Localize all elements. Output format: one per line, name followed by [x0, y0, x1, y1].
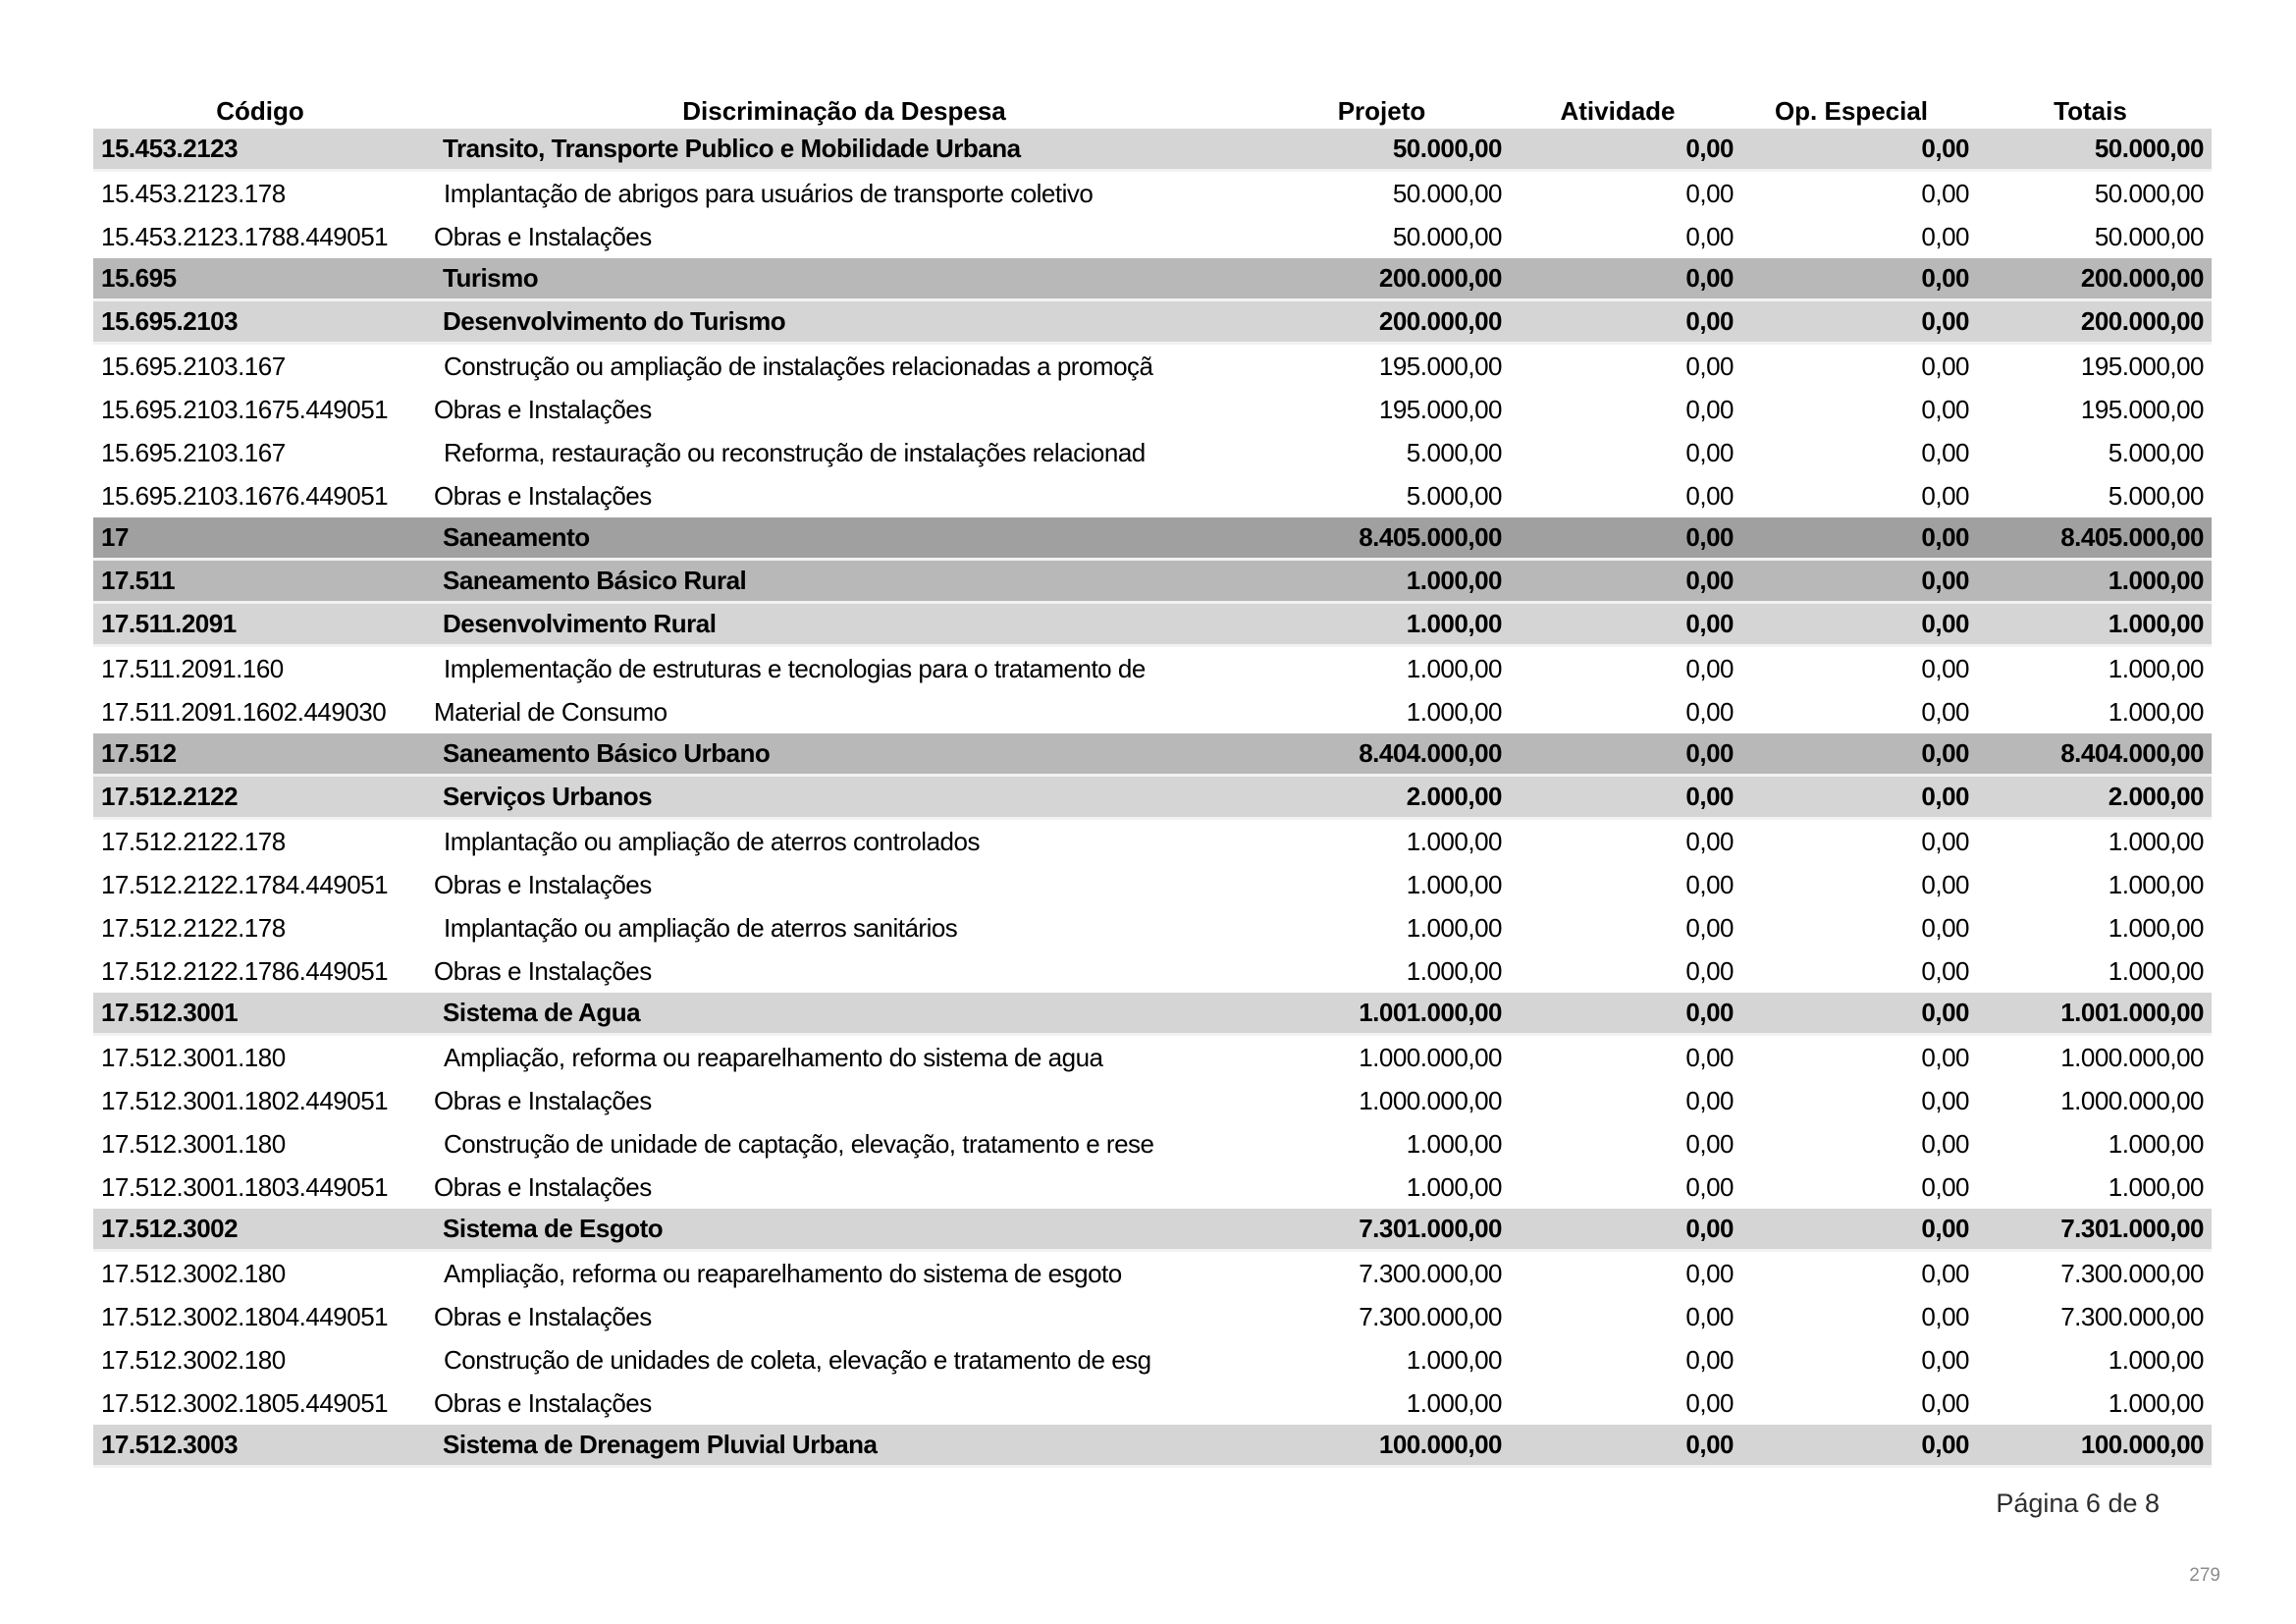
code-cell: 17.511.2091.160 [101, 653, 284, 683]
description-cell: Material de Consumo [434, 696, 667, 727]
description-cell: Ampliação, reforma ou reaparelhamento do sistema de esgoto [444, 1258, 1122, 1288]
table-row [93, 474, 2212, 517]
table-row [93, 1079, 2212, 1122]
op-especial-cell: 0,00 [1921, 1214, 1969, 1243]
atividade-cell: 0,00 [1685, 1085, 1734, 1115]
totais-cell: 1.000,00 [2108, 653, 2204, 683]
table-row [93, 172, 2212, 215]
table-row [93, 1165, 2212, 1209]
atividade-cell: 0,00 [1685, 394, 1734, 424]
description-cell: Reforma, restauração ou reconstrução de instalações relacionad [444, 437, 1146, 467]
totais-cell: 195.000,00 [2080, 394, 2204, 424]
description-cell: Desenvolvimento do Turismo [443, 306, 786, 336]
atividade-cell: 0,00 [1685, 782, 1734, 811]
totais-cell: 5.000,00 [2108, 480, 2204, 511]
totais-cell: 1.000,00 [2108, 566, 2204, 595]
atividade-cell: 0,00 [1685, 1387, 1734, 1418]
table-row [93, 1252, 2212, 1295]
totais-cell: 195.000,00 [2080, 351, 2204, 381]
op-especial-cell: 0,00 [1921, 1258, 1969, 1288]
atividade-cell: 0,00 [1685, 221, 1734, 251]
projeto-cell: 1.000,00 [1406, 566, 1502, 595]
code-cell: 17.511 [101, 566, 176, 595]
code-cell: 17.512.3001.180 [101, 1042, 286, 1072]
totais-cell: 1.000,00 [2108, 1387, 2204, 1418]
atividade-cell: 0,00 [1685, 826, 1734, 856]
projeto-cell: 1.000,00 [1406, 653, 1502, 683]
atividade-cell: 0,00 [1685, 1042, 1734, 1072]
atividade-cell: 0,00 [1685, 955, 1734, 986]
description-cell: Implantação ou ampliação de aterros controlados [444, 826, 980, 856]
projeto-cell: 200.000,00 [1378, 306, 1502, 336]
description-cell: Obras e Instalações [434, 1387, 652, 1418]
totais-cell: 200.000,00 [2080, 306, 2204, 336]
atividade-cell: 0,00 [1685, 351, 1734, 381]
op-especial-cell: 0,00 [1921, 738, 1969, 768]
totais-cell: 7.300.000,00 [2060, 1258, 2204, 1288]
table-row [93, 1209, 2212, 1252]
atividade-cell: 0,00 [1685, 178, 1734, 208]
description-cell: Obras e Instalações [434, 1085, 652, 1115]
op-especial-cell: 0,00 [1921, 1387, 1969, 1418]
atividade-cell: 0,00 [1685, 1214, 1734, 1243]
code-cell: 15.695.2103 [101, 306, 239, 336]
table-row [93, 129, 2212, 172]
code-cell: 17.512.3001.1802.449051 [101, 1085, 389, 1115]
totais-cell: 1.000,00 [2108, 869, 2204, 899]
totais-cell: 1.000,00 [2108, 1171, 2204, 1202]
totais-cell: 8.404.000,00 [2060, 738, 2204, 768]
description-cell: Ampliação, reforma ou reaparelhamento do sistema de agua [444, 1042, 1103, 1072]
projeto-cell: 1.000,00 [1406, 1344, 1502, 1375]
atividade-cell: 0,00 [1685, 134, 1734, 163]
projeto-cell: 1.000,00 [1406, 1128, 1502, 1159]
atividade-cell: 0,00 [1685, 522, 1734, 552]
totais-cell: 1.000,00 [2108, 696, 2204, 727]
atividade-cell: 0,00 [1685, 998, 1734, 1027]
table-row [93, 647, 2212, 690]
totais-cell: 1.000,00 [2108, 826, 2204, 856]
description-cell: Implantação de abrigos para usuários de transporte coletivo [444, 178, 1094, 208]
table-row [93, 301, 2212, 345]
table-header-row [93, 93, 2212, 129]
description-cell: Turismo [443, 263, 539, 293]
totais-cell: 1.000,00 [2108, 609, 2204, 638]
code-cell: 17.512.3002 [101, 1214, 239, 1243]
projeto-cell: 5.000,00 [1406, 480, 1502, 511]
projeto-cell: 200.000,00 [1378, 263, 1502, 293]
atividade-cell: 0,00 [1685, 1430, 1734, 1459]
totais-cell: 50.000,00 [2094, 134, 2204, 163]
description-cell: Construção de unidade de captação, elevação, tratamento e rese [444, 1128, 1154, 1159]
atividade-cell: 0,00 [1685, 1171, 1734, 1202]
code-cell: 15.453.2123.178 [101, 178, 286, 208]
description-cell: Obras e Instalações [434, 221, 652, 251]
op-especial-cell: 0,00 [1921, 1042, 1969, 1072]
description-cell: Construção de unidades de coleta, elevação e tratamento de esg [444, 1344, 1151, 1375]
atividade-cell: 0,00 [1685, 1344, 1734, 1375]
code-cell: 17.512.3001.1803.449051 [101, 1171, 389, 1202]
op-especial-cell: 0,00 [1921, 1430, 1969, 1459]
projeto-cell: 7.300.000,00 [1359, 1258, 1502, 1288]
code-cell: 17.512.2122 [101, 782, 239, 811]
description-cell: Transito, Transporte Publico e Mobilidade Urbana [443, 134, 1021, 163]
projeto-cell: 100.000,00 [1378, 1430, 1502, 1459]
code-cell: 17.512.3001.180 [101, 1128, 286, 1159]
table-row [93, 993, 2212, 1036]
op-especial-cell: 0,00 [1921, 566, 1969, 595]
atividade-cell: 0,00 [1685, 263, 1734, 293]
projeto-cell: 7.301.000,00 [1359, 1214, 1502, 1243]
op-especial-cell: 0,00 [1921, 869, 1969, 899]
code-cell: 15.453.2123.1788.449051 [101, 221, 389, 251]
totais-cell: 8.405.000,00 [2060, 522, 2204, 552]
totais-cell: 1.000.000,00 [2060, 1085, 2204, 1115]
projeto-cell: 1.000,00 [1406, 955, 1502, 986]
code-cell: 15.453.2123 [101, 134, 239, 163]
op-especial-cell: 0,00 [1921, 1171, 1969, 1202]
atividade-cell: 0,00 [1685, 653, 1734, 683]
atividade-cell: 0,00 [1685, 437, 1734, 467]
projeto-cell: 1.000,00 [1406, 609, 1502, 638]
code-cell: 17.512.2122.1786.449051 [101, 955, 389, 986]
table-row [93, 777, 2212, 820]
description-cell: Sistema de Esgoto [443, 1214, 664, 1243]
code-cell: 15.695 [101, 263, 177, 293]
table-row [93, 1381, 2212, 1425]
totais-cell: 1.000,00 [2108, 1344, 2204, 1375]
description-cell: Sistema de Drenagem Pluvial Urbana [443, 1430, 878, 1459]
op-especial-cell: 0,00 [1921, 394, 1969, 424]
table-row [93, 733, 2212, 777]
table-row [93, 561, 2212, 604]
totais-cell: 7.301.000,00 [2060, 1214, 2204, 1243]
op-especial-cell: 0,00 [1921, 263, 1969, 293]
op-especial-cell: 0,00 [1921, 351, 1969, 381]
projeto-cell: 195.000,00 [1378, 394, 1502, 424]
table-row [93, 820, 2212, 863]
column-header-op-especial: Op. Especial [1774, 95, 1929, 126]
code-cell: 17.512.2122.1784.449051 [101, 869, 389, 899]
projeto-cell: 195.000,00 [1378, 351, 1502, 381]
projeto-cell: 7.300.000,00 [1359, 1301, 1502, 1331]
code-cell: 17.512.3002.1805.449051 [101, 1387, 389, 1418]
code-cell: 17.512.3002.180 [101, 1258, 286, 1288]
code-cell: 17.512.2122.178 [101, 826, 286, 856]
atividade-cell: 0,00 [1685, 696, 1734, 727]
description-cell: Obras e Instalações [434, 1171, 652, 1202]
projeto-cell: 1.000,00 [1406, 869, 1502, 899]
table-row [93, 1295, 2212, 1338]
code-cell: 17 [101, 522, 129, 552]
atividade-cell: 0,00 [1685, 609, 1734, 638]
table-row [93, 906, 2212, 949]
projeto-cell: 1.000,00 [1406, 1171, 1502, 1202]
table-row [93, 431, 2212, 474]
code-cell: 15.695.2103.167 [101, 351, 286, 381]
atividade-cell: 0,00 [1685, 869, 1734, 899]
op-especial-cell: 0,00 [1921, 1085, 1969, 1115]
projeto-cell: 1.000.000,00 [1359, 1042, 1502, 1072]
op-especial-cell: 0,00 [1921, 306, 1969, 336]
projeto-cell: 1.000,00 [1406, 912, 1502, 943]
op-especial-cell: 0,00 [1921, 826, 1969, 856]
op-especial-cell: 0,00 [1921, 221, 1969, 251]
op-especial-cell: 0,00 [1921, 437, 1969, 467]
expense-table [93, 93, 2212, 1468]
code-cell: 17.512.2122.178 [101, 912, 286, 943]
description-cell: Obras e Instalações [434, 869, 652, 899]
totais-cell: 200.000,00 [2080, 263, 2204, 293]
description-cell: Obras e Instalações [434, 480, 652, 511]
description-cell: Serviços Urbanos [443, 782, 653, 811]
description-cell: Construção ou ampliação de instalações relacionadas a promoçã [444, 351, 1153, 381]
table-row [93, 1425, 2212, 1468]
page-number-label: Página 6 de 8 [1996, 1489, 2160, 1518]
op-especial-cell: 0,00 [1921, 912, 1969, 943]
op-especial-cell: 0,00 [1921, 522, 1969, 552]
projeto-cell: 2.000,00 [1406, 782, 1502, 811]
totais-cell: 1.000,00 [2108, 955, 2204, 986]
column-header-projeto: Projeto [1337, 95, 1426, 126]
code-cell: 15.695.2103.1676.449051 [101, 480, 389, 511]
column-header-totais: Totais [2054, 95, 2127, 126]
atividade-cell: 0,00 [1685, 738, 1734, 768]
table-row [93, 863, 2212, 906]
code-cell: 17.512.3002.1804.449051 [101, 1301, 389, 1331]
projeto-cell: 1.000,00 [1406, 696, 1502, 727]
description-cell: Obras e Instalações [434, 955, 652, 986]
totais-cell: 50.000,00 [2094, 221, 2204, 251]
description-cell: Implementação de estruturas e tecnologias para o tratamento de [444, 653, 1146, 683]
op-especial-cell: 0,00 [1921, 782, 1969, 811]
table-body [93, 129, 2212, 1468]
code-cell: 15.695.2103.167 [101, 437, 286, 467]
code-cell: 17.512 [101, 738, 177, 768]
table-row [93, 517, 2212, 561]
code-cell: 17.512.3002.180 [101, 1344, 286, 1375]
totais-cell: 100.000,00 [2080, 1430, 2204, 1459]
code-cell: 17.512.3001 [101, 998, 239, 1027]
column-header-discriminacao: Discriminação da Despesa [682, 95, 1006, 126]
atividade-cell: 0,00 [1685, 480, 1734, 511]
description-cell: Desenvolvimento Rural [443, 609, 717, 638]
projeto-cell: 50.000,00 [1392, 134, 1502, 163]
code-cell: 15.695.2103.1675.449051 [101, 394, 389, 424]
description-cell: Saneamento Básico Urbano [443, 738, 771, 768]
totais-cell: 7.300.000,00 [2060, 1301, 2204, 1331]
table-row [93, 604, 2212, 647]
totais-cell: 1.001.000,00 [2060, 998, 2204, 1027]
op-especial-cell: 0,00 [1921, 696, 1969, 727]
projeto-cell: 8.404.000,00 [1359, 738, 1502, 768]
op-especial-cell: 0,00 [1921, 134, 1969, 163]
table-row [93, 1036, 2212, 1079]
atividade-cell: 0,00 [1685, 1301, 1734, 1331]
table-row [93, 1338, 2212, 1381]
projeto-cell: 1.000,00 [1406, 826, 1502, 856]
description-cell: Implantação ou ampliação de aterros sanitários [444, 912, 958, 943]
column-header-codigo: Código [216, 95, 304, 126]
projeto-cell: 5.000,00 [1406, 437, 1502, 467]
projeto-cell: 50.000,00 [1392, 221, 1502, 251]
table-row [93, 690, 2212, 733]
table-row [93, 1122, 2212, 1165]
code-cell: 17.511.2091 [101, 609, 237, 638]
totais-cell: 50.000,00 [2094, 178, 2204, 208]
code-cell: 17.512.3003 [101, 1430, 239, 1459]
table-row [93, 215, 2212, 258]
atividade-cell: 0,00 [1685, 306, 1734, 336]
description-cell: Obras e Instalações [434, 394, 652, 424]
op-especial-cell: 0,00 [1921, 609, 1969, 638]
op-especial-cell: 0,00 [1921, 480, 1969, 511]
op-especial-cell: 0,00 [1921, 955, 1969, 986]
op-especial-cell: 0,00 [1921, 1128, 1969, 1159]
code-cell: 17.511.2091.1602.449030 [101, 696, 387, 727]
table-row [93, 345, 2212, 388]
totais-cell: 1.000.000,00 [2060, 1042, 2204, 1072]
op-especial-cell: 0,00 [1921, 998, 1969, 1027]
totais-cell: 1.000,00 [2108, 1128, 2204, 1159]
op-especial-cell: 0,00 [1921, 1301, 1969, 1331]
description-cell: Saneamento Básico Rural [443, 566, 747, 595]
atividade-cell: 0,00 [1685, 912, 1734, 943]
atividade-cell: 0,00 [1685, 1258, 1734, 1288]
description-cell: Sistema de Agua [443, 998, 641, 1027]
projeto-cell: 50.000,00 [1392, 178, 1502, 208]
description-cell: Obras e Instalações [434, 1301, 652, 1331]
op-especial-cell: 0,00 [1921, 178, 1969, 208]
totais-cell: 5.000,00 [2108, 437, 2204, 467]
projeto-cell: 8.405.000,00 [1359, 522, 1502, 552]
corner-sequence-number: 279 [2189, 1565, 2220, 1586]
column-header-atividade: Atividade [1560, 95, 1676, 126]
atividade-cell: 0,00 [1685, 1128, 1734, 1159]
atividade-cell: 0,00 [1685, 566, 1734, 595]
projeto-cell: 1.001.000,00 [1359, 998, 1502, 1027]
totais-cell: 1.000,00 [2108, 912, 2204, 943]
projeto-cell: 1.000,00 [1406, 1387, 1502, 1418]
table-row [93, 258, 2212, 301]
table-row [93, 388, 2212, 431]
totais-cell: 2.000,00 [2108, 782, 2204, 811]
op-especial-cell: 0,00 [1921, 1344, 1969, 1375]
description-cell: Saneamento [443, 522, 590, 552]
table-row [93, 949, 2212, 993]
projeto-cell: 1.000.000,00 [1359, 1085, 1502, 1115]
op-especial-cell: 0,00 [1921, 653, 1969, 683]
